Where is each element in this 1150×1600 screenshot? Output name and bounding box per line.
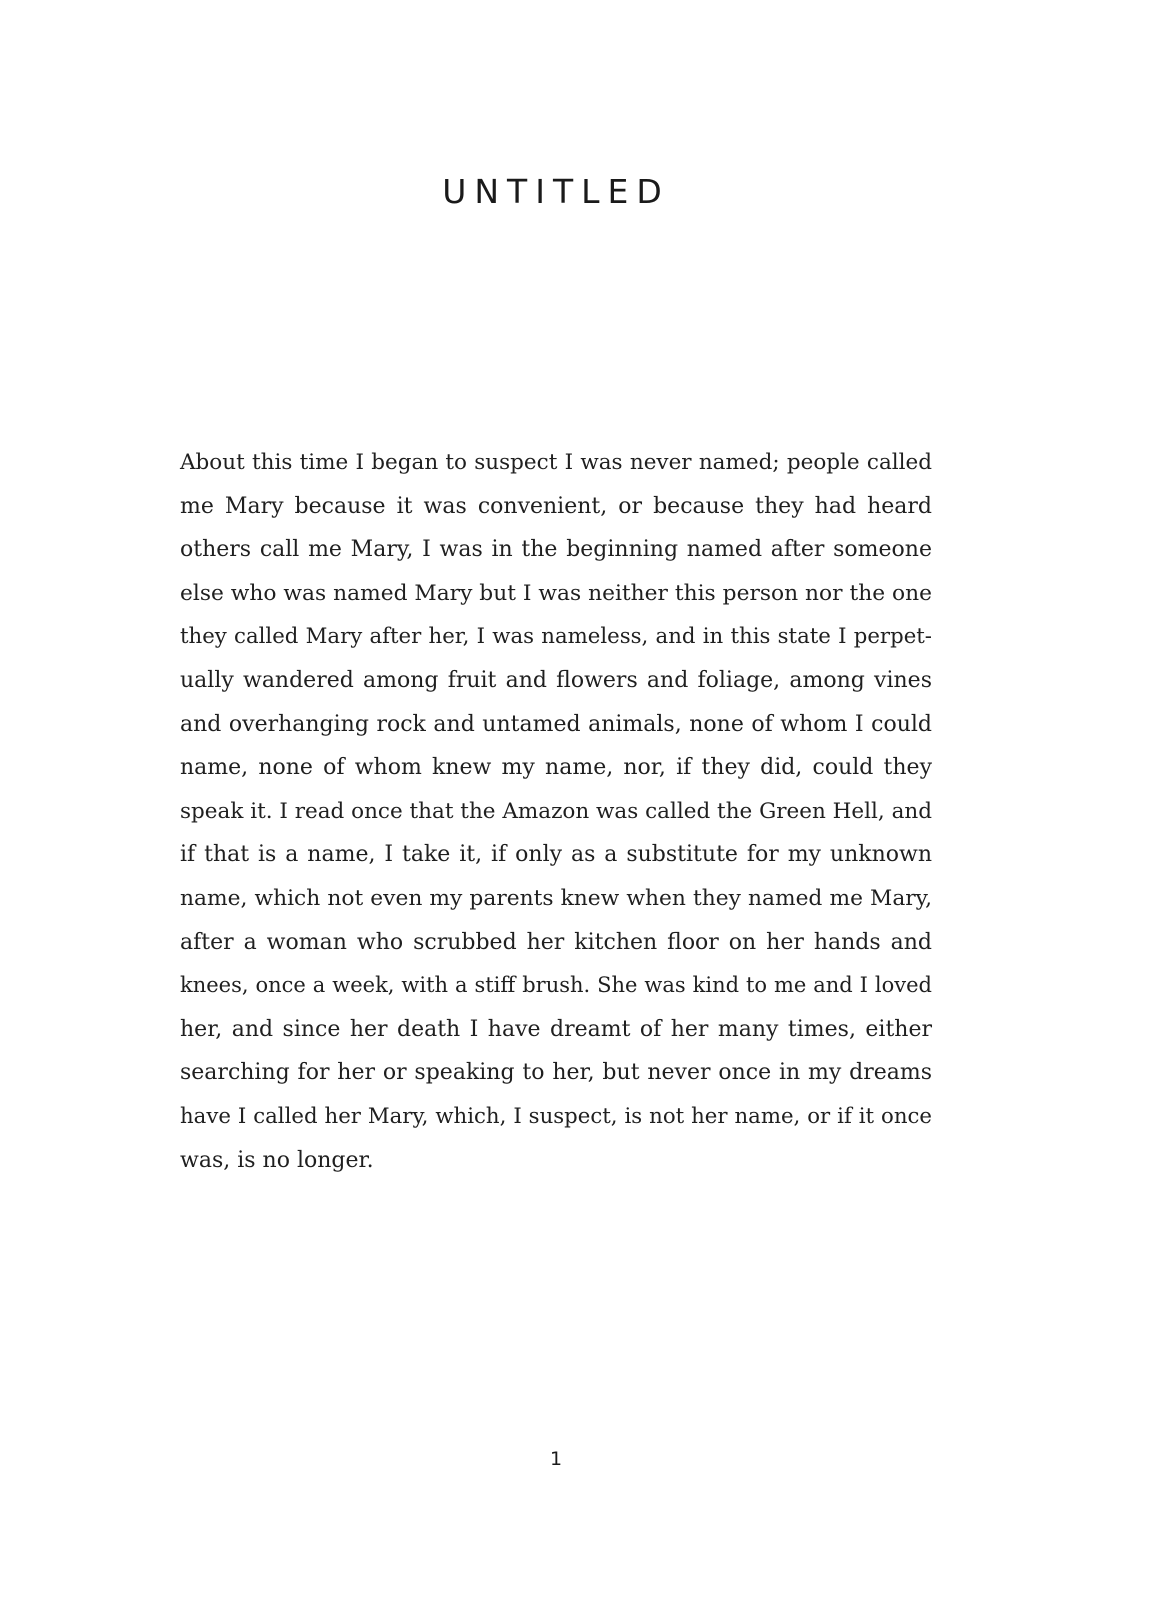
- text-line: knees, once a week, with a stiff brush. She was kind to me and I loved: [180, 973, 932, 998]
- text-line: was, is no longer.: [180, 1147, 374, 1173]
- text-line: ually wandered among fruit and flowers and foliage, among vines: [180, 667, 932, 693]
- text-line: searching for her or speaking to her, but never once in my dreams: [180, 1060, 932, 1086]
- chapter-title: UNTITLED: [442, 172, 670, 211]
- page-number: 1: [549, 1448, 563, 1470]
- text-line: others call me Mary, I was in the beginning named after someone: [180, 537, 932, 563]
- text-line: name, which not even my parents knew when they named me Mary,: [180, 885, 932, 911]
- text-line: they called Mary after her, I was nameless, and in this state I perpet-: [180, 624, 932, 650]
- text-line: name, none of whom knew my name, nor, if they did, could they: [180, 755, 932, 781]
- text-line: and overhanging rock and untamed animals, none of whom I could: [180, 711, 932, 737]
- text-line: have I called her Mary, which, I suspect, is not her name, or if it once: [180, 1103, 932, 1129]
- body-paragraph: [180, 441, 932, 1182]
- text-line: me Mary because it was convenient, or because they had heard: [180, 493, 932, 519]
- text-line: her, and since her death I have dreamt of her many times, either: [180, 1016, 932, 1042]
- text-line: if that is a name, I take it, if only as a substitute for my unknown: [180, 842, 932, 868]
- text-line: after a woman who scrubbed her kitchen floor on her hands and: [180, 929, 932, 955]
- text-line: About this time I began to suspect I was never named; people called: [180, 450, 932, 475]
- text-line: speak it. I read once that the Amazon was called the Green Hell, and: [180, 798, 932, 824]
- text-line: else who was named Mary but I was neither this person nor the one: [180, 580, 932, 606]
